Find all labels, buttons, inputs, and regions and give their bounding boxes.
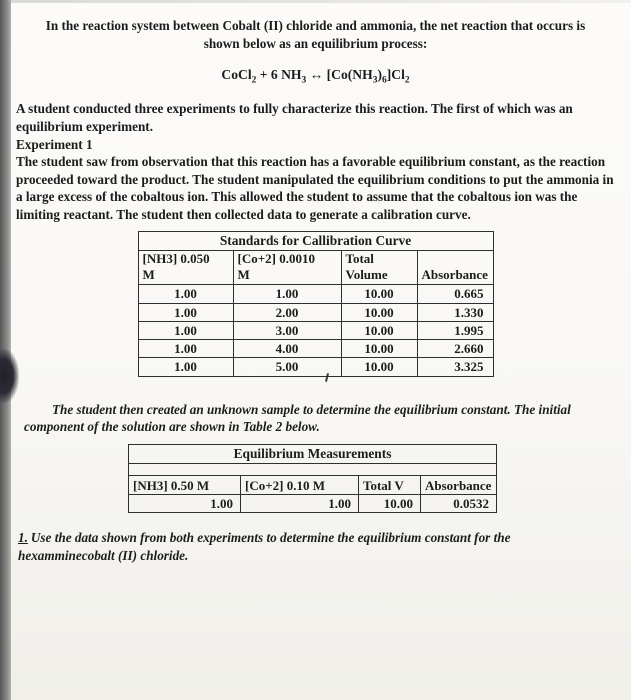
table-title-row: [129, 444, 497, 463]
table-row: [129, 494, 497, 512]
table-header-row: [138, 251, 493, 285]
table-cell: 4.00: [233, 340, 341, 358]
table-cell: 1.00: [138, 358, 233, 376]
table-cell: 1.00: [233, 285, 341, 303]
table-row: [138, 285, 493, 303]
table-cell: 10.00: [341, 340, 417, 358]
unknown-sample-paragraph: The student then created an unknown sample to determine the equilibrium constant. The initial component of the solution are shown in Table 2 below.: [24, 401, 571, 435]
table-header-row: [129, 475, 497, 494]
equilibrium-measurements-table: [128, 444, 497, 513]
table-row: [138, 321, 493, 339]
table-cell: 10.00: [341, 358, 417, 376]
table-cell: 1.00: [138, 303, 233, 321]
table-cell: 10.00: [341, 303, 417, 321]
column-header: [Co+2] 0.10 M: [241, 475, 359, 494]
experiment-1-paragraph: The student saw from observation that this reaction has a favorable equilibrium constant, as the reaction proceeded toward the product. The student manipulated the equilibrium conditions to put the ammonia in a large excess of the cobaltous ion. This allowed the student to assume that the cobaltous ion was the limiting reactant. The student then collected data to generate a calibration curve.: [16, 154, 614, 222]
calibration-standards-table: [138, 231, 494, 376]
equation-fragment: ↔ [Co(NH: [306, 67, 373, 83]
column-header: Total Volume: [341, 251, 417, 285]
table-row: [138, 303, 493, 321]
table-row: [138, 358, 493, 376]
table-cell: 3.325: [417, 358, 493, 376]
equation-fragment: ]Cl: [386, 67, 405, 83]
column-header: Absorbance: [417, 251, 493, 285]
table-cell: 5.00: [233, 358, 341, 376]
column-header: [NH3] 0.50 M: [129, 475, 241, 494]
table-cell: 1.00: [129, 494, 241, 512]
chemical-equation: [16, 66, 615, 87]
table-title-row: [138, 232, 493, 251]
table-cell: 1.00: [241, 494, 359, 512]
intro-paragraph: In the reaction system between Cobalt (II) chloride and ammonia, the net reaction that occurs is shown below as an equilibrium process:: [45, 18, 586, 51]
column-header: [NH3] 0.050 M: [138, 251, 233, 285]
equation-subscript: 6: [381, 75, 387, 86]
table-cell: 0.0532: [421, 494, 497, 512]
table-cell: 1.00: [138, 285, 233, 303]
column-header: [Co+2] 0.0010 M: [233, 251, 341, 285]
experiments-overview-paragraph: A student conducted three experiments to fully characterize this reaction. The first of which was an equilibrium experiment.: [16, 101, 573, 134]
table-spacer-row: [129, 463, 497, 475]
equation-subscript: 3: [372, 75, 378, 86]
question-text: Use the data shown from both experiments to determine the equilibrium constant for the hexamminecobalt (II) chloride.: [18, 530, 511, 563]
table-row: [138, 340, 493, 358]
table-title: Equilibrium Measurements: [129, 444, 497, 463]
spacer-cell: [129, 463, 497, 475]
table-cell: 1.330: [417, 303, 493, 321]
column-header: Total V: [359, 475, 421, 494]
table-cell: 0.665: [417, 285, 493, 303]
table-cell: 10.00: [359, 494, 421, 512]
table-cell: 10.00: [341, 321, 417, 339]
table-cell: 2.00: [233, 303, 341, 321]
experiment-1-heading: Experiment 1: [16, 136, 93, 152]
equation-fragment: ): [377, 67, 382, 83]
table-cell: 10.00: [341, 285, 417, 303]
table-cell: 1.00: [138, 340, 233, 358]
equation-subscript: 3: [301, 75, 307, 86]
table-cell: 1.995: [417, 321, 493, 339]
equation-fragment: CoCl: [221, 67, 252, 83]
table-cell: 2.660: [417, 340, 493, 358]
equation-subscript: 2: [251, 75, 257, 86]
table-cell: 1.00: [138, 321, 233, 339]
table-cell: 3.00: [233, 321, 341, 339]
question-number: 1.: [18, 530, 28, 546]
table-title: Standards for Callibration Curve: [138, 232, 493, 251]
equation-fragment: + 6 NH: [256, 67, 302, 83]
column-header: Absorbance: [421, 475, 497, 494]
question-1: [18, 529, 574, 564]
worksheet-paper: [11, 0, 631, 700]
equation-subscript: 2: [404, 75, 410, 86]
